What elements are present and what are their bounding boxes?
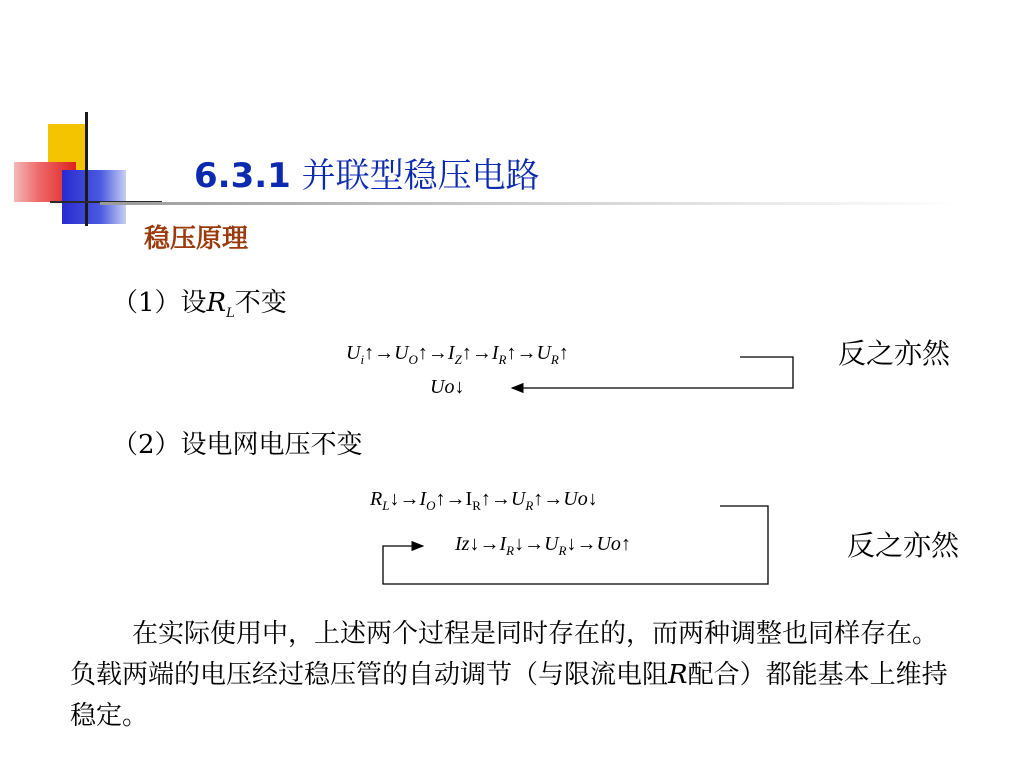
f2-term-2: I bbox=[465, 488, 473, 510]
f1-term-2: I bbox=[447, 342, 455, 364]
f2-term-4: Uo bbox=[563, 488, 588, 510]
f2b-sub-1: R bbox=[506, 543, 515, 558]
f1-term-4: U bbox=[536, 342, 551, 364]
step-1-sub: L bbox=[226, 306, 235, 322]
f1-sub-4: R bbox=[550, 352, 559, 367]
f1-arrow-3: ↑→ bbox=[506, 342, 537, 364]
step-1-prefix: （1）设 bbox=[112, 288, 207, 318]
f2b-sub-2: R bbox=[558, 543, 567, 558]
f1-term-1: U bbox=[394, 342, 409, 364]
f2b-term-1: I bbox=[499, 533, 507, 555]
paragraph-part-2: 配合）都能基本上维持稳定。 bbox=[70, 660, 948, 731]
f1-arrow-4: ↑ bbox=[558, 342, 569, 364]
f2b-term-3: Uo bbox=[596, 533, 621, 555]
feedback-arrow-1 bbox=[512, 357, 793, 388]
f2-arrow-3: ↑→ bbox=[533, 488, 564, 510]
f2b-arrow-1: ↓→ bbox=[514, 533, 545, 555]
f1-arrow-1: ↑→ bbox=[417, 342, 448, 364]
f2-term-3: U bbox=[510, 488, 526, 510]
formula-1-result-text: Uo↓ bbox=[430, 376, 465, 398]
f2-sub-0: L bbox=[382, 498, 390, 513]
f1-term-0: U bbox=[346, 342, 361, 364]
section-number: 6.3.1 bbox=[194, 156, 291, 196]
subheading: 稳压原理 bbox=[144, 224, 249, 254]
f1-term-3: I bbox=[491, 342, 499, 364]
step-1-suffix: 不变 bbox=[234, 288, 287, 318]
f1-arrow-0: ↑→ bbox=[364, 342, 395, 364]
f2-arrow-2: ↑→ bbox=[480, 488, 511, 510]
f2-sub-3: R bbox=[525, 498, 534, 513]
title-text: 并联型稳压电路 bbox=[301, 156, 540, 196]
step-2-label: （2）设电网电压不变 bbox=[112, 430, 363, 460]
f1-arrow-2: ↑→ bbox=[461, 342, 492, 364]
paragraph-part-1: 在实际使用中，上述两个过程是同时存在的，而两种调整也同样存在。负载两端的电压经过稳压管的自动调节（与限流电阻 bbox=[70, 619, 939, 690]
f2-arrow-4: ↓ bbox=[587, 488, 598, 510]
f2-arrow-1: ↑→ bbox=[435, 488, 466, 510]
inverse-note-1: 反之亦然 bbox=[838, 337, 951, 370]
inverse-note-2: 反之亦然 bbox=[847, 529, 960, 562]
explanation-paragraph bbox=[70, 614, 960, 737]
f2-term-0: R bbox=[370, 488, 383, 510]
f1-sub-0: i bbox=[360, 352, 365, 367]
f2-sub-1: O bbox=[426, 498, 436, 513]
f1-sub-1: O bbox=[408, 352, 418, 367]
f1-sub-3: R bbox=[498, 352, 507, 367]
f2-sub-2: R bbox=[472, 498, 481, 513]
paragraph-var: R bbox=[668, 660, 688, 690]
f2b-arrow-3: ↑ bbox=[620, 533, 631, 555]
f2b-arrow-2: ↓→ bbox=[566, 533, 597, 555]
f2b-term-0: Iz bbox=[455, 533, 470, 555]
feedback-arrow-2 bbox=[383, 506, 768, 584]
step-1-var: R bbox=[206, 288, 227, 318]
f2b-arrow-0: ↓→ bbox=[469, 533, 500, 555]
f2-arrow-0: ↓→ bbox=[389, 488, 420, 510]
f2-term-1: I bbox=[419, 488, 427, 510]
f2b-term-2: U bbox=[544, 533, 559, 555]
f1-sub-2: Z bbox=[454, 352, 462, 367]
